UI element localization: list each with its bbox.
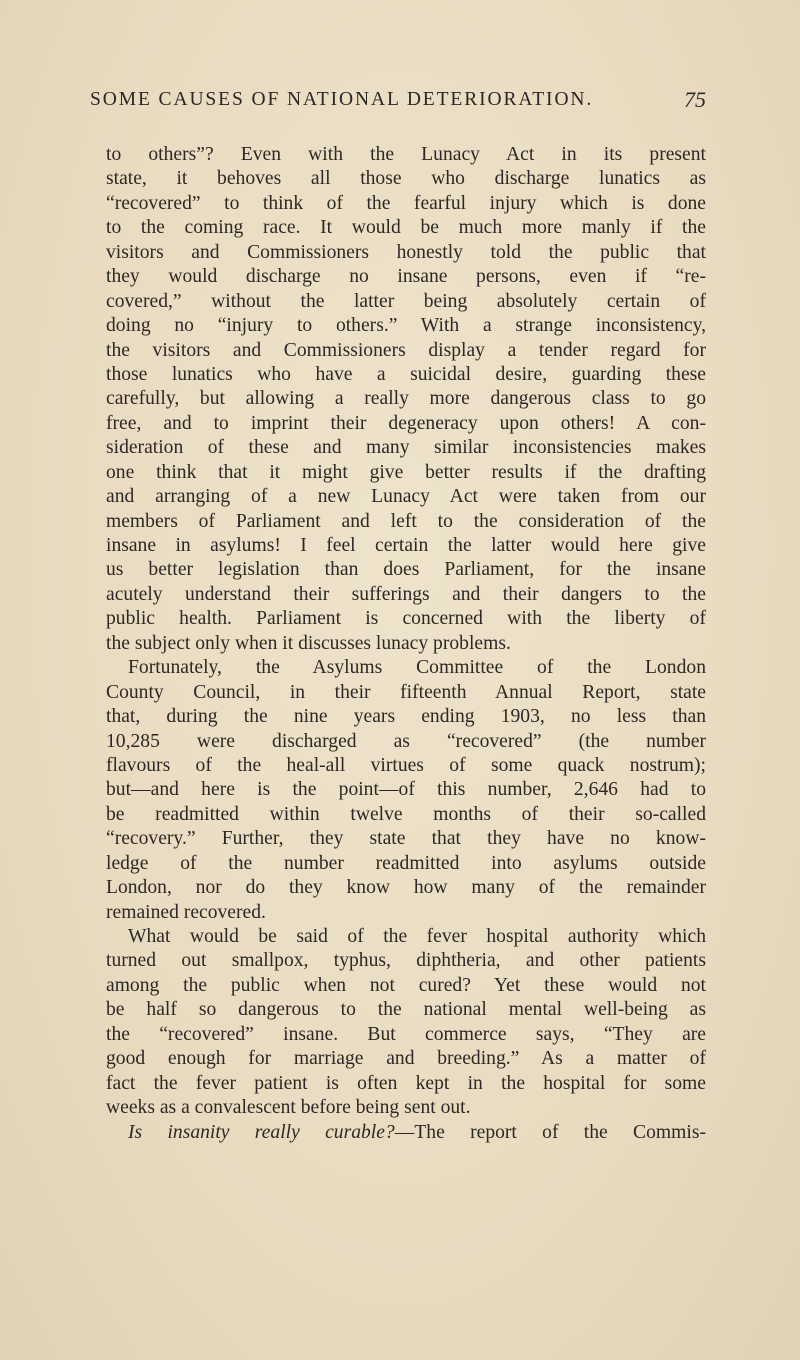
text-line: us better legislation than does Parliament, for the insane bbox=[106, 559, 706, 581]
text-line: free, and to imprint their degeneracy upon others! A con- bbox=[106, 412, 706, 434]
text-line: remained recovered. bbox=[106, 901, 266, 923]
text-line: turned out smallpox, typhus, diphtheria, and other patients bbox=[106, 950, 706, 972]
running-header bbox=[90, 89, 710, 121]
text-line: What would be said of the fever hospital authority which bbox=[128, 926, 706, 947]
text-line: covered,” without the latter being absolutely certain of bbox=[106, 290, 706, 312]
text-line: fact the fever patient is often kept in the hospital for some bbox=[106, 1072, 706, 1094]
text-line: Fortunately, the Asylums Committee of the London bbox=[128, 657, 706, 679]
text-line: those lunatics who have a suicidal desire, guarding these bbox=[106, 363, 706, 385]
text-line: that, during the nine years ending 1903, no less than bbox=[106, 706, 706, 728]
text-line-final bbox=[106, 1121, 706, 1145]
text-line: acutely understand their sufferings and their dangers to the bbox=[106, 583, 706, 605]
text-line: public health. Parliament is concerned with the liberty of bbox=[106, 608, 706, 630]
text-line: to others”? Even with the Lunacy Act in its present bbox=[106, 144, 706, 165]
text-line: the subject only when it discusses lunacy problems. bbox=[106, 632, 511, 654]
text-line: doing no “injury to others.” With a strange inconsistency, bbox=[106, 315, 706, 337]
text-line: sideration of these and many similar inconsistencies makes bbox=[106, 437, 706, 459]
text-line: London, nor do they know how many of the remainder bbox=[106, 877, 706, 899]
text-run: —The report of the Commis- bbox=[394, 1121, 706, 1143]
text-line: state, it behoves all those who discharge lunatics as bbox=[106, 168, 706, 190]
text-line: one think that it might give better results if the drafting bbox=[106, 461, 706, 483]
text-line: the visitors and Commissioners display a tender regard for bbox=[106, 339, 706, 361]
body-text bbox=[106, 143, 706, 1145]
text-line: carefully, but allowing a really more dangerous class to go bbox=[106, 388, 706, 410]
text-line: among the public when not cured? Yet these would not bbox=[106, 974, 706, 996]
text-line: “recovered” to think of the fearful injury which is done bbox=[106, 192, 706, 214]
page-number: 75 bbox=[684, 87, 706, 112]
text-line: be half so dangerous to the national mental well-being as bbox=[106, 999, 706, 1021]
text-line: County Council, in their fifteenth Annual Report, state bbox=[106, 681, 706, 703]
text-line: and arranging of a new Lunacy Act were taken from our bbox=[106, 486, 706, 508]
text-line: but—and here is the point—of this number, 2,646 had to bbox=[106, 779, 706, 801]
text-line: ledge of the number readmitted into asylums outside bbox=[106, 852, 706, 874]
text-line: visitors and Commissioners honestly told the public that bbox=[106, 241, 706, 263]
text-line: weeks as a convalescent before being sent out. bbox=[106, 1097, 471, 1119]
running-header-title: SOME CAUSES OF NATIONAL DETERIORATION. bbox=[90, 89, 594, 110]
text-line: 10,285 were discharged as “recovered” (the number bbox=[106, 730, 706, 752]
text-line: insane in asylums! I feel certain the latter would here give bbox=[106, 535, 706, 556]
text-line: be readmitted within twelve months of their so-called bbox=[106, 803, 706, 825]
text-line: “recovery.” Further, they state that they have no know- bbox=[106, 828, 706, 850]
italic-heading-run: Is insanity really curable? bbox=[128, 1121, 395, 1143]
text-line: members of Parliament and left to the consideration of the bbox=[106, 510, 706, 532]
text-line: they would discharge no insane persons, even if “re- bbox=[106, 266, 706, 288]
text-line: to the coming race. It would be much more manly if the bbox=[106, 217, 706, 239]
text-line: the “recovered” insane. But commerce says, “They are bbox=[106, 1023, 706, 1045]
text-line: good enough for marriage and breeding.” As a matter of bbox=[106, 1048, 706, 1070]
text-line: flavours of the heal-all virtues of some quack nostrum); bbox=[106, 754, 706, 776]
